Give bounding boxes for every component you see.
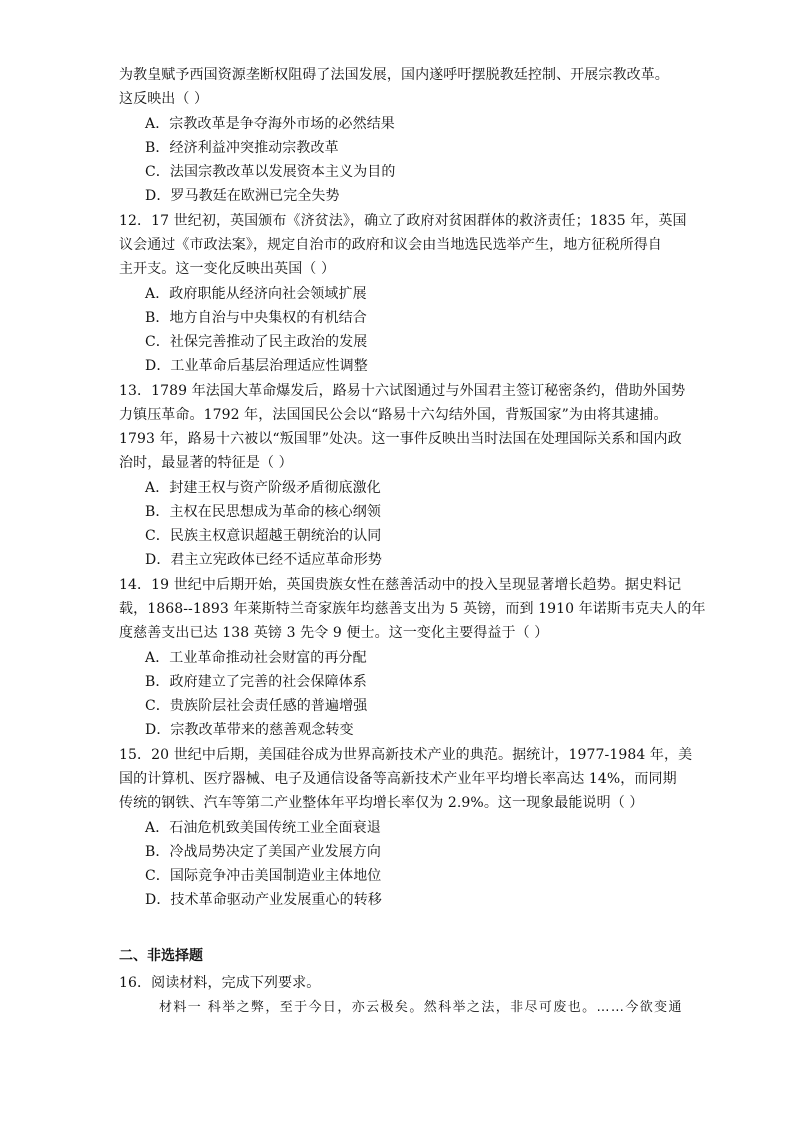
q15-stem-line-3: 传统的钢铁、汽车等第二产业整体年平均增长率仅为 2.9%。这一现象最能说明（ ） — [119, 795, 644, 811]
q11-option-c: C．法国宗教改革以发展资本主义为目的 — [145, 164, 396, 180]
q13-stem-line-4: 治时，最显著的特征是（ ） — [119, 455, 293, 471]
q13-stem-line-3: 1793 年，路易十六被以“叛国罪”处决。这一事件反映出当时法国在处理国际关系和国内政 — [119, 431, 682, 447]
q12-option-c: C．社保完善推动了民主政治的发展 — [145, 334, 368, 350]
q14-option-b: B．政府建立了完善的社会保障体系 — [145, 674, 367, 690]
q12-option-b: B．地方自治与中央集权的有机结合 — [145, 310, 367, 326]
q12-stem-line-1: 12．17 世纪初，英国颁布《济贫法》，确立了政府对贫困群体的救济责任；1835 年，英国 — [119, 213, 687, 229]
q14-stem-line-3: 度慈善支出已达 138 英镑 3 先令 9 便士。这一变化主要得益于（ ） — [119, 625, 549, 641]
q14-option-c: C．贵族阶层社会责任感的普遍增强 — [145, 698, 368, 714]
q11-stem-line-1: 为教皇赋予西国资源垄断权阻碍了法国发展，国内遂呼吁摆脱教廷控制、开展宗教改革。 — [119, 67, 669, 83]
q13-stem-line-1: 13．1789 年法国大革命爆发后，路易十六试图通过与外国君主签订秘密条约，借助外国势 — [119, 383, 686, 399]
q14-stem-line-2: 载，1868--1893 年莱斯特兰奇家族年均慈善支出为 5 英镑，而到 1910 年诺斯韦克夫人的年 — [119, 601, 706, 617]
q11-option-a: A．宗教改革是争夺海外市场的必然结果 — [145, 116, 395, 132]
q12-stem-line-2: 议会通过《市政法案》，规定自治市的政府和议会由当地选民选举产生，地方征税所得自 — [119, 237, 662, 253]
q16-material-1: 材料一 科举之弊，至于今日，亦云极矣。然科举之法，非尽可废也。……今欲变通 — [159, 1000, 683, 1015]
q15-option-a: A．石油危机致美国传统工业全面衰退 — [145, 820, 381, 836]
q14-option-d: D．宗教改革带来的慈善观念转变 — [145, 722, 354, 738]
q12-option-a: A．政府职能从经济向社会领域扩展 — [145, 286, 367, 302]
q15-stem-line-1: 15．20 世纪中后期，美国硅谷成为世界高新技术产业的典范。据统计，1977-1984 年，美 — [119, 747, 693, 763]
q12-stem-line-3: 主开支。这一变化反映出英国（ ） — [119, 261, 336, 277]
q13-option-b: B．主权在民思想成为革命的核心纲领 — [145, 504, 381, 520]
q11-option-d: D．罗马教廷在欧洲已完全失势 — [145, 188, 340, 204]
q13-option-d: D．君主立宪政体已经不适应革命形势 — [145, 552, 382, 568]
q13-option-a: A．封建王权与资产阶级矛盾彻底激化 — [145, 480, 381, 496]
q16-stem-line-1: 16．阅读材料，完成下列要求。 — [119, 975, 321, 991]
q13-option-c: C．民族主权意识超越王朝统治的认同 — [145, 528, 382, 544]
q11-option-b: B．经济利益冲突推动宗教改革 — [145, 140, 339, 156]
q14-stem-line-1: 14．19 世纪中后期开始，英国贵族女性在慈善活动中的投入呈现显著增长趋势。据史料记 — [119, 577, 682, 593]
q15-option-d: D．技术革命驱动产业发展重心的转移 — [145, 892, 382, 908]
q12-option-d: D．工业革命后基层治理适应性调整 — [145, 358, 368, 374]
q14-option-a: A．工业革命推动社会财富的再分配 — [145, 650, 367, 666]
q11-stem-line-2: 这反映出（ ） — [119, 91, 209, 107]
q15-option-c: C．国际竞争冲击美国制造业主体地位 — [145, 868, 382, 884]
q13-stem-line-2: 力镇压革命。1792 年，法国国民公会以“路易十六勾结外国，背叛国家”为由将其逮捕。 — [119, 407, 668, 423]
q15-option-b: B．冷战局势决定了美国产业发展方向 — [145, 844, 381, 860]
q15-stem-line-2: 国的计算机、医疗器械、电子及通信设备等高新技术产业年平均增长率高达 14%，而同期 — [119, 771, 677, 787]
section-heading: 二、非选择题 — [119, 948, 203, 964]
